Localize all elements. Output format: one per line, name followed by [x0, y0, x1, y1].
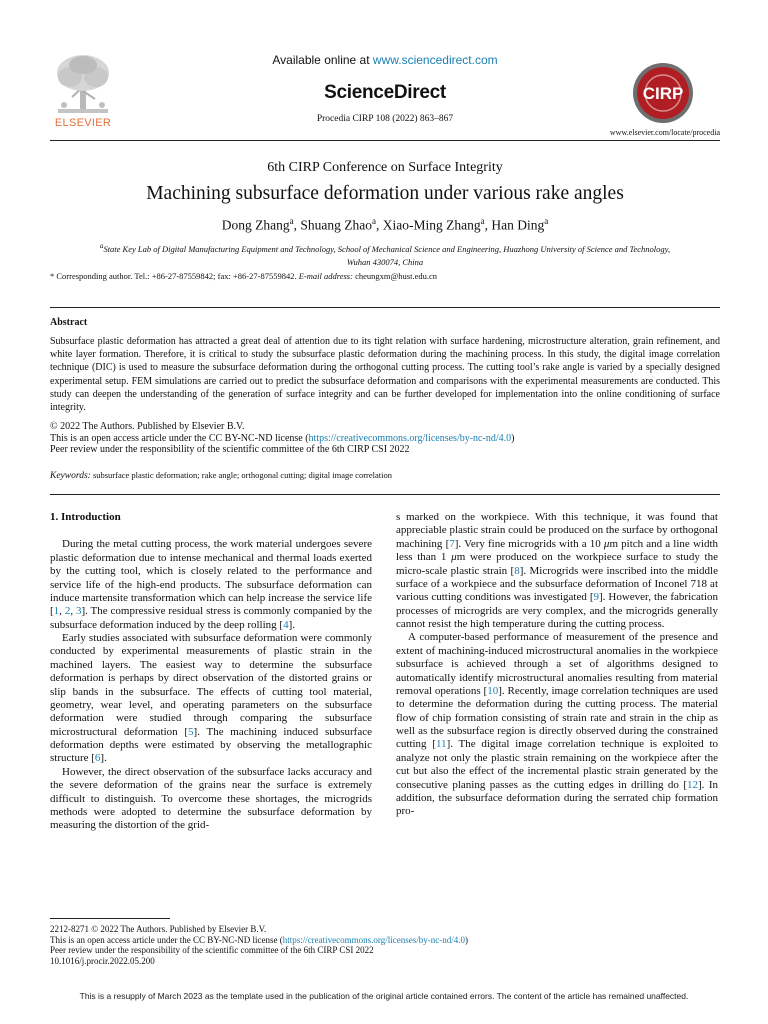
author-separator: , — [376, 217, 383, 233]
author-name: Shuang Zhao — [300, 217, 372, 233]
cirp-logo-text: CIRP — [642, 84, 684, 103]
paper-title: Machining subsurface deformation under various rake angles — [146, 183, 624, 204]
peer-review-line: Peer review under the responsibility of the scientific committee of the 6th CIRP CSI 2022 — [50, 444, 410, 455]
citation-link[interactable]: 5 — [188, 725, 194, 738]
citation-link[interactable]: 11 — [435, 738, 447, 751]
keywords — [50, 470, 720, 481]
sciencedirect-brand: ScienceDirect — [324, 82, 446, 103]
affiliation — [90, 240, 680, 269]
right-column — [396, 511, 718, 819]
author-name: Dong Zhang — [221, 217, 290, 233]
footer-rule — [50, 918, 170, 919]
author-affiliation-marker: a — [372, 216, 376, 226]
elsevier-wordmark: ELSEVIER — [54, 117, 112, 129]
intro-paragraph-2: Early studies associated with subsurface deformation were commonly conducted by experimental measurements of plastic strain in the machined layers. The easiest way to determine the subsurface deformation is perhaps by direct observation of the distorted grains or slip bands in the subsurface. The effects of cutting tool material, geometry, wear level, and operating parameters on the subsurface deformation were studied through comparing the subsurface microstructural deformation [5]. The machining induced subsurface deformation depths were estimated by observing the metallographic structure [6]. — [50, 632, 372, 765]
cirp-logo — [632, 62, 694, 124]
author-name: Han Ding — [491, 217, 545, 233]
intro-paragraph-3-cont: s marked on the workpiece. With this technique, it was found that appreciable plastic strain could be produced on the surface by orthogonal machining [7]. Very fine microgrids with a 10 μm pitch and a line width less than 1 μm were produced on the workpiece surface to study the micro-scale plastic strain [8]. Microgrids were inscribed into the middle surface of a workpiece and the subsurface deformation of Inconel 718 at various cutting conditions was investigated [9]. However, the fabrication processes of microgrids are very complex, and the microgrids generally cannot resist the high temperature during the cutting process. — [396, 511, 719, 630]
citation-link[interactable]: 10 — [487, 684, 499, 697]
footer-license-link[interactable]: https://creativecommons.org/licenses/by-nc-nd/4.0 — [282, 934, 465, 945]
citation-link[interactable]: 4 — [283, 618, 289, 631]
header-rule — [50, 140, 720, 141]
left-column — [50, 511, 372, 833]
corresponding-text: * Corresponding author. Tel.: +86-27-87559842; fax: +86-27-87559842. — [50, 271, 299, 281]
section-heading-introduction: 1. Introduction — [50, 511, 121, 523]
intro-paragraph-1: During the metal cutting process, the work material undergoes severe plastic deformation due to intense mechanical and thermal loads exerted by the cutting tool, which is closely related to the performance and service life of the high-end products. The subsurface deformation can induce martensite transformation which can help increase the service life [1, 2, 3]. The compressive residual stress is commonly companied by the subsurface deformation induced by the deep rolling [4]. — [50, 538, 373, 631]
citation-link[interactable]: 7 — [449, 537, 455, 550]
keywords-list: subsurface plastic deformation; rake angle; orthogonal cutting; digital image correlation — [90, 470, 392, 480]
footer-license-line: This is an open access article under the CC BY-NC-ND license (https://creativecommons.org/licenses/by-nc-nd/4.0) — [50, 934, 468, 945]
abstract-body: Subsurface plastic deformation has attracted a great deal of attention due to its tight relation with surface hardening, microstructure alteration, grain refinement, and white layer formation. Therefore, it is critical to study the subsurface plastic deformation during the machining process. In this study, the digital image correlation technique (DIC) is used to measure the subsurface deformation during the orthogonal cutting process. The cutting tool’s rake angle is varied by a specially designed experimental setup. FEM simulations are carried out to predict the subsurface deformation and comparisons with the experimental measurements are conducted. This study can deepen the understanding of the generation of surface integrity and can be further developed for implementation into the online conditioning of surface integrity. — [50, 336, 720, 414]
license-link[interactable]: https://creativecommons.org/licenses/by-nc-nd/4.0 — [308, 432, 512, 444]
copyright-line: © 2022 The Authors. Published by Elsevier B.V. — [50, 421, 245, 432]
available-online — [200, 53, 570, 67]
author-list — [50, 216, 720, 234]
corresponding-author — [50, 271, 720, 281]
resupply-notice: This is a resupply of March 2023 as the template used in the publication of the original article contained errors. The content of the article has remained unaffected. — [79, 991, 689, 1001]
locate-url[interactable]: www.elsevier.com/locate/procedia — [609, 128, 720, 137]
affiliation-marker: a — [99, 242, 104, 250]
sciencedirect-link[interactable]: www.sciencedirect.com — [372, 53, 498, 67]
journal-reference: Procedia CIRP 108 (2022) 863–867 — [316, 114, 454, 124]
author-separator: , — [293, 217, 301, 233]
abstract-copyright-block — [50, 421, 720, 456]
citation-link[interactable]: 8 — [514, 564, 520, 577]
footer-peer-review: Peer review under the responsibility of the scientific committee of the 6th CIRP CSI 2022 — [50, 945, 374, 956]
available-prefix: Available online at — [272, 53, 373, 67]
mu-symbol: μ — [451, 551, 457, 564]
intro-paragraph-4: A computer-based performance of measurement of the presence and extent of machining-induced microstructural anomalies in the workpiece subsurface is achieved through a set of algorithms designed to automatically identify microstructural anomalies resulting from material removal operations [10]. Recently, image correlation techniques are used to determine the deformation during the cutting process. The material flow of chip formation consisting of strain rate and strain in the chip as well as the subsurface region is directly observed during the constrained cutting [11]. The digital image correlation technique is exploited to analyze not only the plastic strain remaining on the workpiece after the cut but also the effect of the incremental plastic strain generated by the consecutive planing passes as the cutting edges in drilling do [12]. In addition, the subsurface deformation during the serrated chip formation pro- — [396, 631, 719, 818]
license-line — [50, 433, 720, 445]
author-affiliation-marker: a — [289, 216, 294, 226]
citation-link[interactable]: 3 — [75, 605, 82, 618]
license-prefix: This is an open access article under the CC BY-NC-ND license ( — [50, 432, 309, 444]
email-label: E-mail address: — [298, 271, 353, 281]
issn-line: 2212-8271 © 2022 The Authors. Published by Elsevier B.V. — [50, 924, 267, 934]
mu-symbol: μ — [603, 537, 610, 550]
footer — [50, 924, 720, 966]
license-suffix: ) — [511, 432, 515, 444]
keywords-rule — [50, 494, 720, 495]
citation-link[interactable]: 6 — [94, 752, 101, 765]
keywords-label: Keywords: — [50, 471, 91, 481]
author-affiliation-marker: a — [480, 216, 485, 226]
abstract-rule — [50, 307, 720, 308]
doi[interactable]: 10.1016/j.procir.2022.05.200 — [50, 955, 155, 966]
intro-paragraph-3: However, the direct observation of the subsurface lacks accuracy and the severe deformation of the grains near the surface is extremely difficult to distinguish. To overcome these shortages, the microgrids methods were adopted to determine the subsurface deformation by measuring the distortion of the grid- — [50, 765, 372, 832]
author-affiliation-marker: a — [544, 216, 549, 226]
author-name: Xiao-Ming Zhang — [382, 217, 481, 233]
citation-link[interactable]: 2 — [64, 605, 71, 618]
author-separator: , — [484, 217, 492, 233]
citation-link[interactable]: 9 — [593, 591, 599, 604]
citation-link[interactable]: 12 — [687, 778, 698, 791]
conference-name: 6th CIRP Conference on Surface Integrity — [267, 160, 503, 175]
email-address[interactable]: cheungxm@hust.edu.cn — [352, 271, 438, 281]
citation-link[interactable]: 1 — [53, 605, 60, 618]
affiliation-text: State Key Lab of Digital Manufacturing Equipment and Technology, School of Mechanical Science and Engineering, Huazhong University of Science and Technology, Wuhan 430074, China — [103, 243, 671, 267]
abstract-heading: Abstract — [50, 317, 88, 328]
